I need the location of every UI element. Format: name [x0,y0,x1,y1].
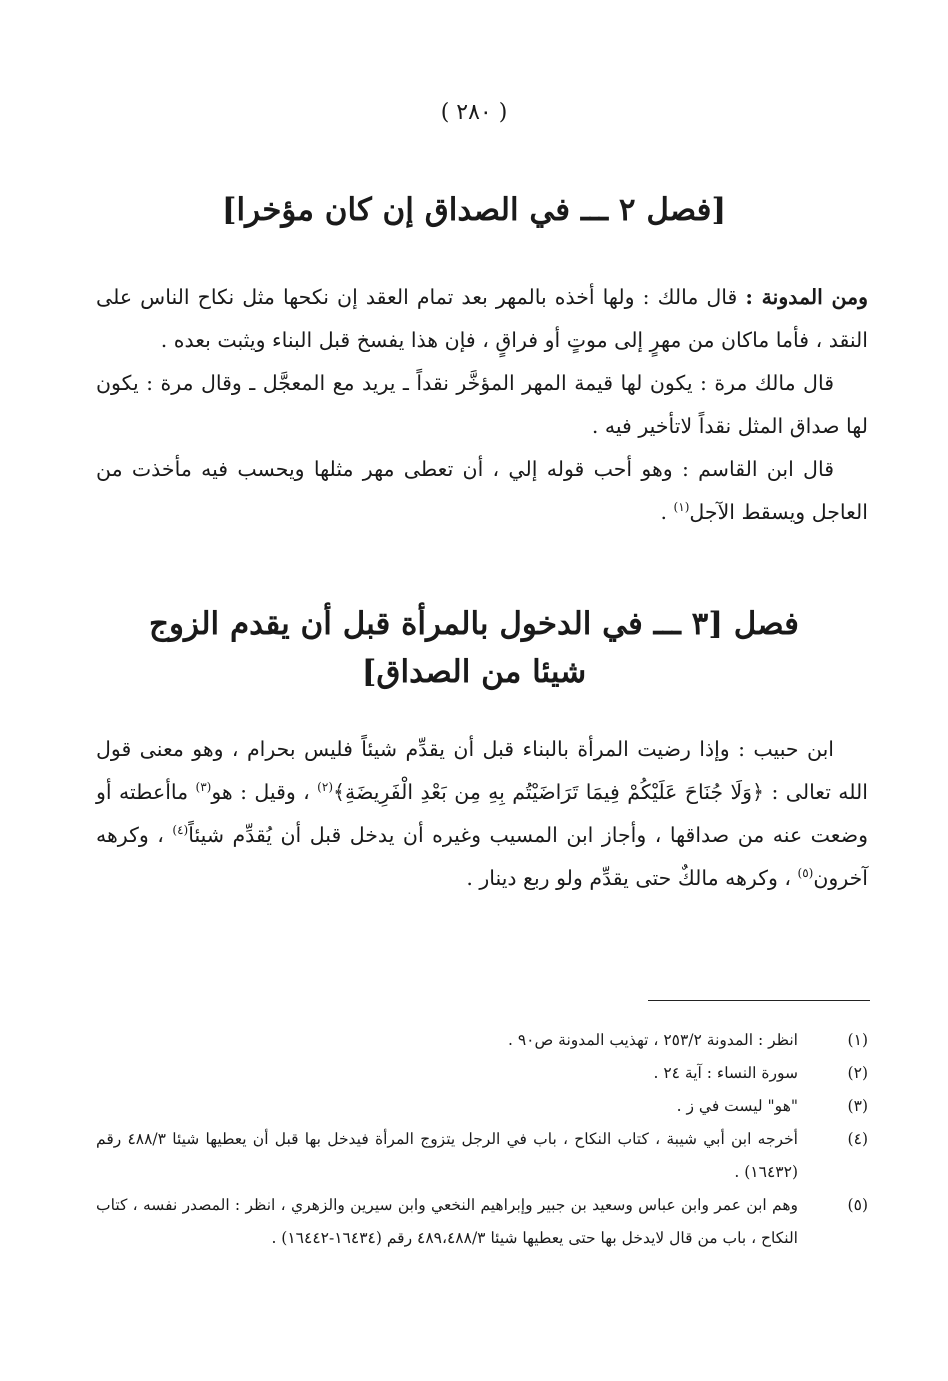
section-3-heading-line-2: شيئا من الصداق] [361,654,587,690]
footnote-item [96,1024,868,1057]
footnote-item [96,1090,868,1123]
paragraph-text: ، وقيل : هو [211,780,318,804]
paragraph-text: قال مالك مرة : يكون لها قيمة المهر المؤخَّر نقداً ـ يريد مع المعجَّل ـ وقال مرة : يكون لها صداق المثل نقداً لاتأخير فيه . [96,371,868,438]
footnote-number: (٤) [847,1130,868,1148]
paragraph-mudawwana [96,276,868,362]
footnote-text: أخرجه ابن أبي شيبة ، كتاب النكاح ، باب في الرجل يتزوج المرأة فيدخل بها قبل أن يعطيها شيئا ٤٨٨/٣ رقم (١٦٤٣٢) . [96,1130,798,1181]
paragraph-lead: ومن المدونة : [745,285,868,309]
footnote-ref[interactable]: (٥) [797,866,814,881]
footnote-item [96,1189,868,1255]
paragraph-text: قال ابن القاسم : وهو أحب قوله إلي ، أن تعطى مهر مثلها ويحسب فيه مأخذت من العاجل ويسقط الآجل [96,457,868,524]
paragraph-malik [96,362,868,448]
paragraph-ibn-qasim [96,448,868,534]
quran-verse: ﴿وَلَا جُنَاحَ عَلَيْكُمْ فِيمَا تَرَاضَيْتُم بِهِ مِن بَعْدِ الْفَرِيضَةِ﴾ [333,780,765,804]
footnote-text: وهم ابن عمر وابن عباس وسعيد بن جبير وإبراهيم النخعي وابن سيرين والزهري ، انظر : المصدر نفسه ، كتاب النكاح ، باب من قال لايدخل بها حتى يعطيها شيئا ٤٨٩،٤٨٨/٣ رقم (١٦٤٣٤-١٦٤٤٢) . [96,1196,798,1247]
footnote-number: (١) [847,1031,868,1049]
footnote-ref[interactable]: (٣) [195,780,212,795]
section-3-body [96,728,868,900]
footnotes [96,1024,868,1255]
section-3-heading-line-1: فصل [٣ ـــ في الدخول بالمرأة قبل أن يقدم الزوج [149,606,799,642]
footnote-text: سورة النساء : آية ٢٤ . [653,1064,798,1082]
paragraph-text: ماأعطته أو وضعت عنه من صداقها ، وأجاز ابن المسيب وغيره أن يدخل قبل أن يُقدِّم شيئاً [96,780,869,847]
footnote-ref[interactable]: (٢) [317,780,333,795]
footnote-number: (٣) [847,1097,868,1115]
footnote-number: (٢) [847,1064,868,1082]
footnote-item [96,1123,868,1189]
footnote-ref[interactable]: (١) [673,500,690,515]
footnote-item [96,1057,868,1090]
paragraph-text: ، وكرهه مالكٌ حتى يقدِّم ولو ربع دينار . [466,866,798,890]
page-number: ( ٢٨٠ ) [440,100,508,125]
footnote-text: "هو" ليست في ز . [676,1097,798,1115]
paragraph-text: ، وكرهه آخرون [96,823,868,890]
section-2-heading: [فصل ٢ ـــ في الصداق إن كان مؤخرا] [221,192,727,228]
footnote-ref[interactable]: (٤) [172,823,189,838]
footnote-number: (٥) [847,1196,868,1214]
paragraph-ibn-habib [96,728,868,900]
section-3-heading [90,600,858,696]
paragraph-text: قال مالك : ولها أخذه بالمهر بعد تمام العقد إن نكحها مثل نكاح الناس على النقد ، فأما ماكان من مهرٍ إلى موتٍ أو فراقٍ ، فإن هذا يفسخ قبل البناء ويثبت بعده . [96,285,868,352]
footnote-separator [648,1000,870,1001]
paragraph-tail: . [660,500,674,524]
footnote-text: انظر : المدونة ٢٥٣/٢ ، تهذيب المدونة ص٩٠ . [507,1031,798,1049]
paragraph-text: ابن حبيب : وإذا رضيت المرأة بالبناء قبل أن يقدِّم شيئاً فليس بحرام ، وهو معنى قول الله تعالى : [96,737,868,804]
section-2-body [96,276,868,534]
